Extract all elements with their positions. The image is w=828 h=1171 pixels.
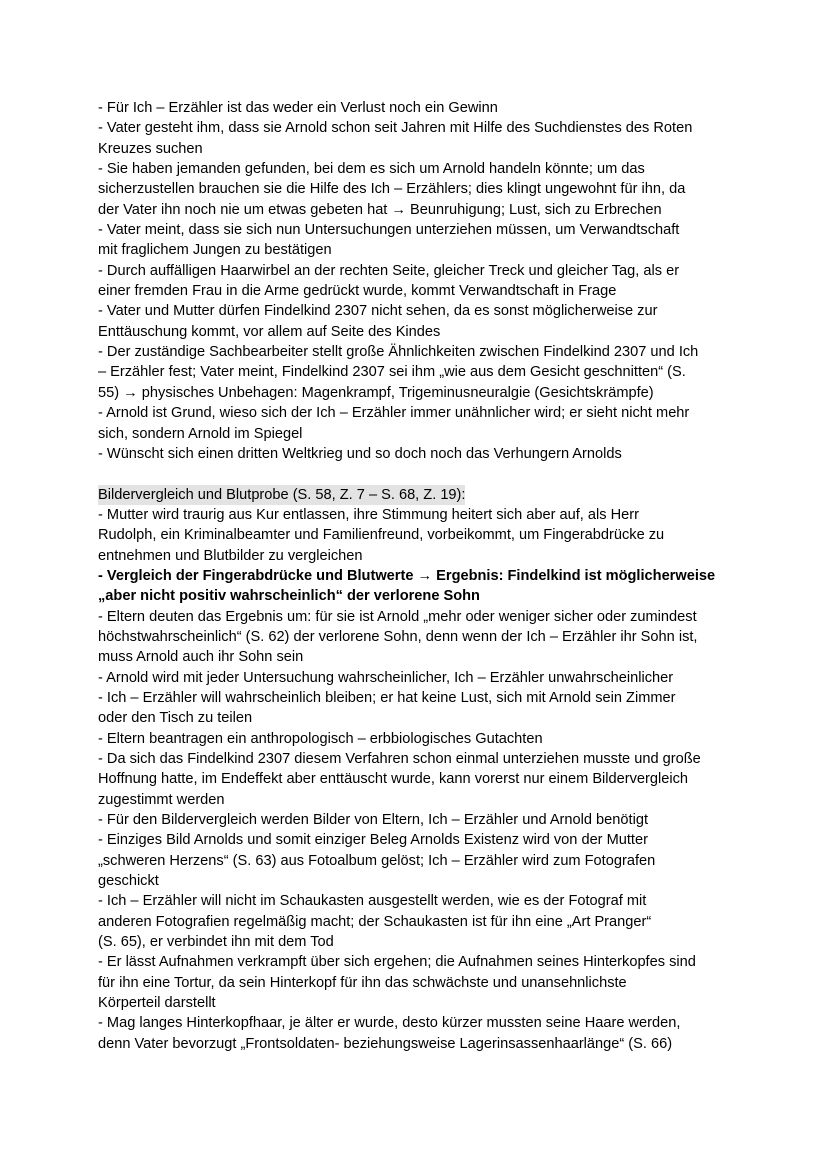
text-line: Enttäuschung kommt, vor allem auf Seite des Kindes — [98, 323, 441, 340]
text-line: - Mag langes Hinterkopfhaar, je älter er wurde, desto kürzer mussten seine Haare werden, — [98, 1015, 681, 1032]
paragraph-spacer — [98, 464, 738, 484]
bold-text-line: - Vergleich der Fingerabdrücke und Blutwerte → Ergebnis: Findelkind ist möglicherweise — [98, 567, 716, 584]
text-line: oder den Tisch zu teilen — [98, 710, 253, 727]
text-line: - Vater gesteht ihm, dass sie Arnold schon seit Jahren mit Hilfe des Suchdienstes des Roten — [98, 120, 693, 137]
text-line: – Erzähler fest; Vater meint, Findelkind 2307 sei ihm „wie aus dem Gesicht geschnitten“ (S. — [98, 364, 686, 381]
text-line: 55) → physisches Unbehagen: Magenkrampf, Trigeminusneuralgie (Gesichtskrämpfe) — [98, 384, 654, 401]
text-line: anderen Fotografien regelmäßig macht; der Schaukasten ist für ihn eine „Art Pranger“ — [98, 913, 652, 930]
text-line: - Er lässt Aufnahmen verkrampft über sich ergehen; die Aufnahmen seines Hinterkopfes sind — [98, 954, 696, 971]
text-line: - Eltern deuten das Ergebnis um: für sie ist Arnold „mehr oder weniger sicher oder zumindest — [98, 608, 697, 625]
text-line: - Vater und Mutter dürfen Findelkind 2307 nicht sehen, da es sonst möglicherweise zur — [98, 303, 658, 320]
section-arnold-search — [98, 98, 738, 464]
text-line: - Durch auffälligen Haarwirbel an der rechten Seite, gleicher Treck und gleicher Tag, als er — [98, 262, 680, 279]
text-line: (S. 65), er verbindet ihn mit dem Tod — [98, 934, 334, 951]
text-line: der Vater ihn noch nie um etwas gebeten hat → Beunruhigung; Lust, sich zu Erbrechen — [98, 201, 662, 218]
text-line: Kreuzes suchen — [98, 140, 203, 157]
text-line: - Der zuständige Sachbearbeiter stellt große Ähnlichkeiten zwischen Findelkind 2307 und Ich — [98, 344, 699, 361]
text-line: „schweren Herzens“ (S. 63) aus Fotoalbum gelöst; Ich – Erzähler wird zum Fotografen — [98, 852, 656, 869]
text-line: - Eltern beantragen ein anthropologisch – erbbiologisches Gutachten — [98, 730, 543, 747]
text-line: Körperteil darstellt — [98, 995, 216, 1012]
text-line: muss Arnold auch ihr Sohn sein — [98, 649, 304, 666]
text-line: zugestimmt werden — [98, 791, 225, 808]
section-bildervergleich — [98, 485, 738, 1055]
text-line: - Für Ich – Erzähler ist das weder ein Verlust noch ein Gewinn — [98, 100, 498, 116]
text-line: einer fremden Frau in die Arme gedrückt wurde, kommt Verwandtschaft in Frage — [98, 283, 617, 300]
text-line: - Einziges Bild Arnolds und somit einziger Beleg Arnolds Existenz wird von der Mutter — [98, 832, 648, 849]
text-line: - Wünscht sich einen dritten Weltkrieg und so doch noch das Verhungern Arnolds — [98, 445, 622, 462]
text-line: - Arnold wird mit jeder Untersuchung wahrscheinlicher, Ich – Erzähler unwahrscheinlicher — [98, 669, 674, 686]
bold-text-line: „aber nicht positiv wahrscheinlich“ der verlorene Sohn — [98, 588, 480, 605]
text-line: geschickt — [98, 873, 159, 890]
text-line: - Da sich das Findelkind 2307 diesem Verfahren schon einmal unterziehen musste und große — [98, 751, 701, 767]
document-page — [98, 98, 738, 1054]
text-line: Rudolph, ein Kriminalbeamter und Familienfreund, vorbeikommt, um Fingerabdrücke zu — [98, 527, 665, 544]
section-heading-line — [98, 485, 738, 505]
text-line: höchstwahrscheinlich“ (S. 62) der verlorene Sohn, denn wenn der Ich – Erzähler ihr Sohn ist, — [98, 628, 698, 645]
text-line: für ihn eine Tortur, da sein Hinterkopf für ihn das schwächste und unansehnlichste — [98, 974, 627, 991]
text-line: - Vater meint, dass sie sich nun Untersuchungen unterziehen müssen, um Verwandtschaft — [98, 222, 680, 239]
text-line: - Ich – Erzähler will nicht im Schaukasten ausgestellt werden, wie es der Fotograf mit — [98, 893, 647, 910]
text-line: Hoffnung hatte, im Endeffekt aber enttäuscht wurde, kann vorerst nur einem Bildervergleich — [98, 771, 689, 788]
text-line: - Für den Bildervergleich werden Bilder von Eltern, Ich – Erzähler und Arnold benötigt — [98, 812, 648, 829]
text-line: - Sie haben jemanden gefunden, bei dem es sich um Arnold handeln könnte; um das — [98, 161, 645, 178]
text-line: entnehmen und Blutbilder zu vergleichen — [98, 547, 363, 564]
text-line: sich, sondern Arnold im Spiegel — [98, 425, 303, 442]
text-line: sicherzustellen brauchen sie die Hilfe des Ich – Erzählers; dies klingt ungewohnt für ihn, da — [98, 181, 686, 198]
text-line: - Mutter wird traurig aus Kur entlassen, ihre Stimmung heitert sich aber auf, als Herr — [98, 506, 639, 523]
text-line: - Arnold ist Grund, wieso sich der Ich – Erzähler immer unähnlicher wird; er sieht nicht mehr — [98, 405, 690, 422]
text-line: denn Vater bevorzugt „Frontsoldaten- beziehungsweise Lagerinsassenhaarlänge“ (S. 66) — [98, 1035, 673, 1052]
text-line: - Ich – Erzähler will wahrscheinlich bleiben; er hat keine Lust, sich mit Arnold sein Zimmer — [98, 689, 676, 706]
section-heading: Bildervergleich und Blutprobe (S. 58, Z. 7 – S. 68, Z. 19): — [98, 485, 465, 505]
text-line: mit fraglichem Jungen zu bestätigen — [98, 242, 332, 259]
